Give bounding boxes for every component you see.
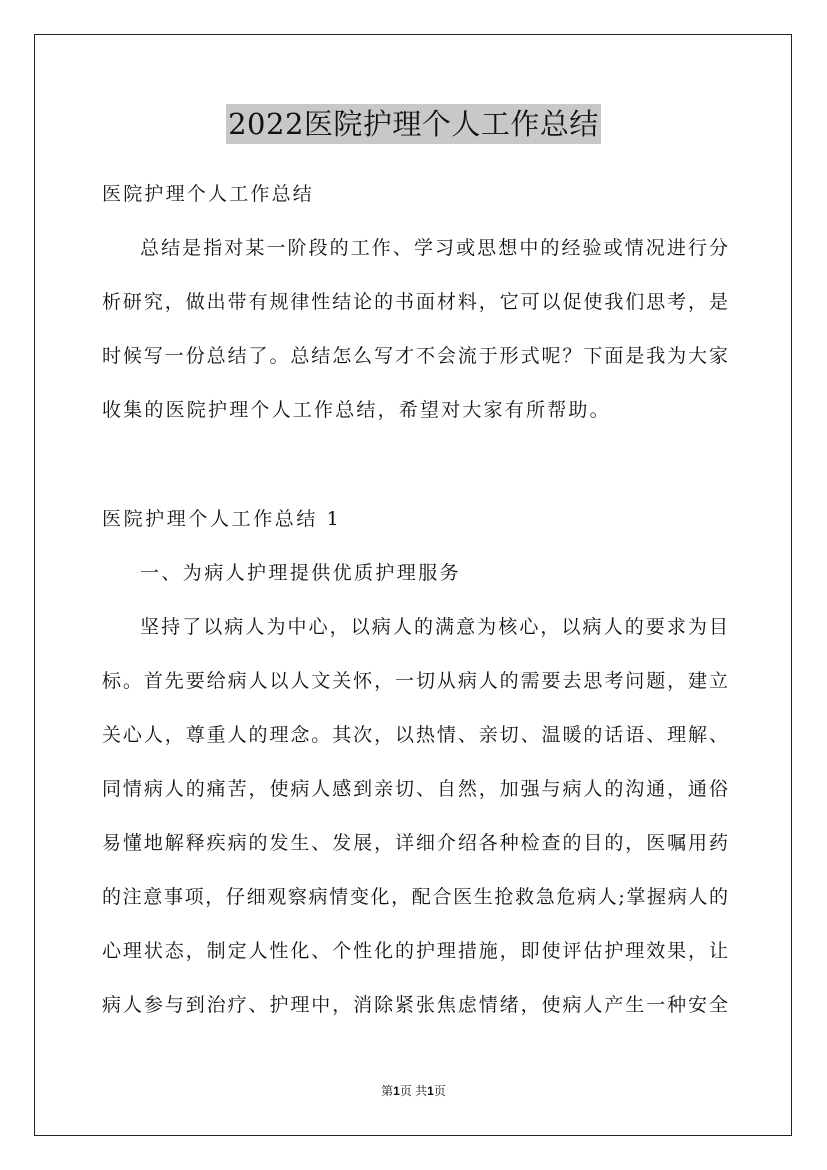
paragraph-line: 析研究，做出带有规律性结论的书面材料，它可以促使我们思考，是 <box>102 291 728 313</box>
paragraph-line: 标。首先要给病人以人文关怀，一切从病人的需要去思考问题，建立 <box>102 670 728 692</box>
paragraph-line: 坚持了以病人为中心，以病人的满意为核心，以病人的要求为目 <box>140 616 728 638</box>
paragraph-line: 收集的医院护理个人工作总结，希望对大家有所帮助。 <box>102 399 611 421</box>
paragraph-line: 同情病人的痛苦，使病人感到亲切、自然，加强与病人的沟通，通俗 <box>102 778 728 800</box>
footer-page-current: 1 <box>393 1084 400 1098</box>
section-heading: 医院护理个人工作总结 1 <box>102 508 342 530</box>
intro-heading: 医院护理个人工作总结 <box>102 183 315 205</box>
paragraph-line: 心理状态，制定人性化、个性化的护理措施，即使评估护理效果，让 <box>102 940 728 962</box>
document-title: 2022医院护理个人工作总结 <box>226 104 601 144</box>
paragraph-line: 易懂地解释疾病的发生、发展，详细介绍各种检查的目的，医嘱用药 <box>102 832 728 854</box>
paragraph-line: 的注意事项，仔细观察病情变化，配合医生抢救急危病人;掌握病人的 <box>102 886 728 908</box>
page-footer <box>0 1083 827 1099</box>
subsection-heading: 一、为病人护理提供优质护理服务 <box>140 562 462 584</box>
paragraph-line: 总结是指对某一阶段的工作、学习或思想中的经验或情况进行分 <box>140 237 728 259</box>
paragraph-line: 时候写一份总结了。总结怎么写才不会流于形式呢？下面是我为大家 <box>102 345 728 367</box>
paragraph-line: 病人参与到治疗、护理中，消除紧张焦虑情绪，使病人产生一种安全 <box>102 994 728 1016</box>
title-wrap <box>0 104 827 144</box>
paragraph-line: 关心人，尊重人的理念。其次，以热情、亲切、温暖的话语、理解、 <box>102 724 728 746</box>
footer-page-suffix: 页 <box>433 1084 446 1098</box>
footer-page-total: 1 <box>427 1084 434 1098</box>
footer-page-mid: 页 共 <box>399 1084 428 1098</box>
footer-page-prefix: 第 <box>381 1084 394 1098</box>
